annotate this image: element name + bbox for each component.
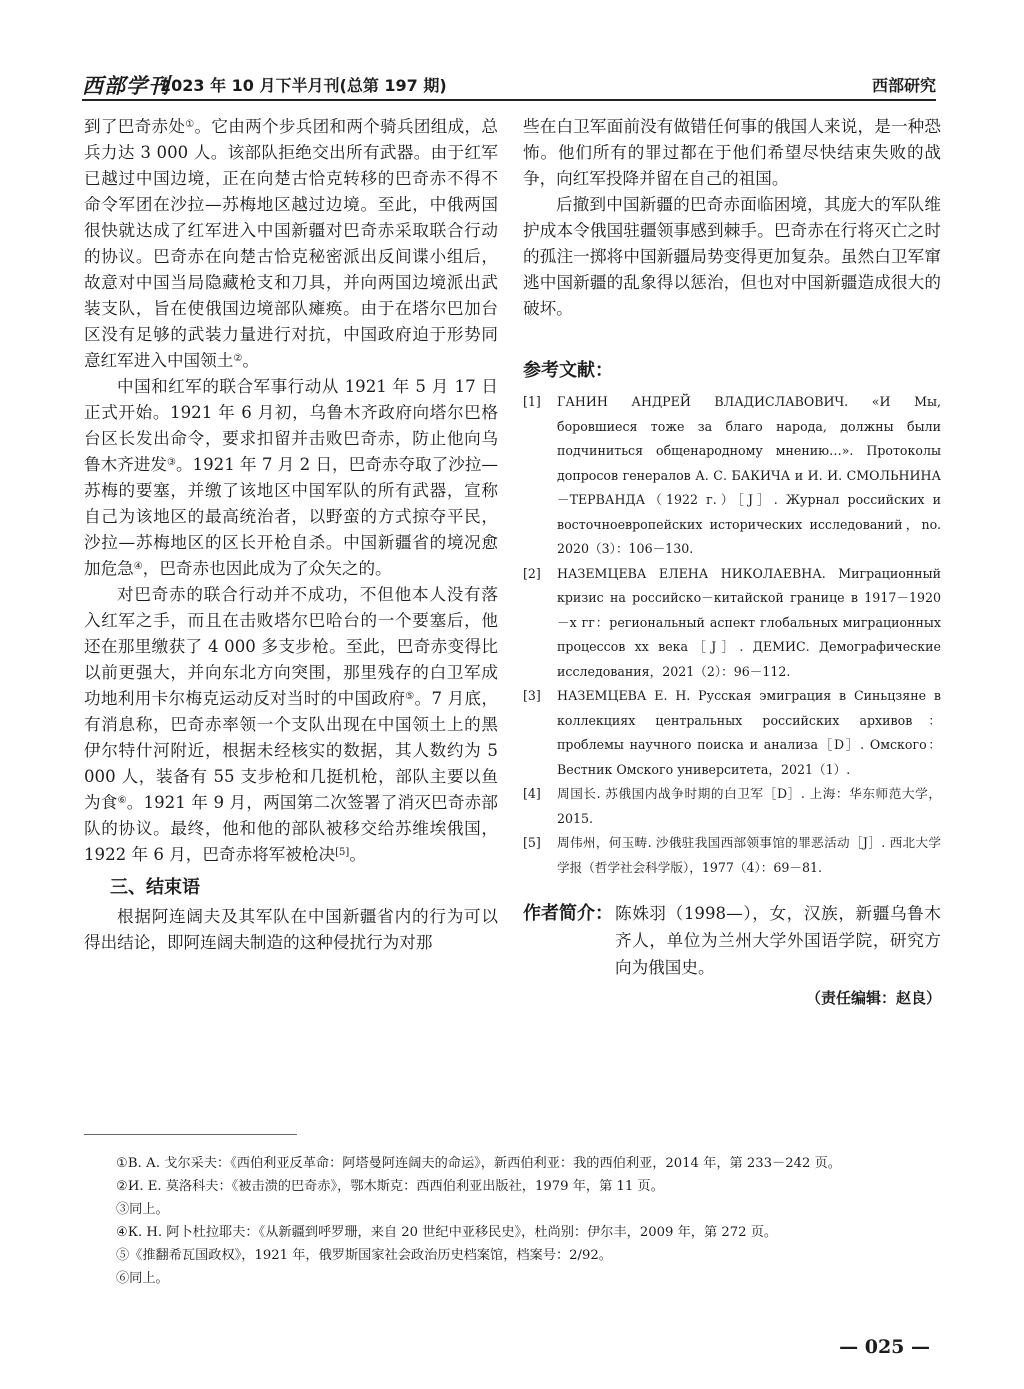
- author-bio-label: 作者简介：: [523, 903, 613, 924]
- left-column: [84, 114, 498, 956]
- body-paragraph: 中国和红军的联合军事行动从 1921 年 5 月 17 日正式开始。1921 年 6 月初，乌鲁木齐政府向塔尔巴格台区长发出命令，要求扣留并击败巴奇赤，防止他向乌鲁木齐进发③。1921 年 7 月 2 日，巴奇赤夺取了沙拉—苏梅的要塞，并缴了该地区中国军队的所有武器，宣称自己为该地区的最高统治者，以野蛮的方式掠夺平民，沙拉—苏梅地区的区长开枪自杀。中国新疆省的境况愈加危急④，巴奇赤也因此成为了众矢之的。: [84, 377, 499, 578]
- reference-text: 周国长. 苏俄国内战争时期的白卫军［D］. 上海：华东师范大学，2015.: [557, 786, 941, 826]
- citation-ref[interactable]: [5]: [335, 847, 350, 858]
- reference-text: ГАНИН АНДРЕЙ ВЛАДИСЛАВОВИЧ. «И Мы, боровшиеся тоже за благо народа, должны были подчиниться общенародному мнению…». Протоколы допросов генералов А. С. БАКИЧА и И. И. СМОЛЬНИНА－ТЕРВАНДА（1922 г.）［J］. Журнал российских и восточноевропейских исторических исследований，no. 2020（3）：106－130.: [557, 394, 941, 556]
- footnote-rule: [84, 1134, 297, 1135]
- reference-number: [2]: [523, 565, 541, 581]
- page-number: — 025 —: [839, 1336, 930, 1358]
- reference-text: НАЗЕМЦЕВА Е. Н. Русская эмиграция в Синьцзяне в коллекциях центральных российских архивов：проблемы научного поиска и анализа［D］. Омского：Вестник Омского университета，2021（1）.: [557, 688, 941, 777]
- footnote-ref[interactable]: ③: [166, 457, 176, 468]
- reference-number: [4]: [523, 786, 541, 801]
- body-paragraph: 根据阿连阔夫及其军队在中国新疆省内的行为可以得出结论，即阿连阔夫制造的这种侵扰行为对那: [84, 907, 498, 952]
- responsible-editor: （责任编辑：赵良）: [805, 989, 941, 1007]
- references-heading: 参考文献：: [523, 360, 613, 381]
- reference-number: [3]: [523, 688, 541, 703]
- author-bio-text: 陈姝羽（1998—），女，汉族，新疆乌鲁木齐人，单位为兰州大学外国语学院，研究方向为俄国史。: [615, 904, 941, 977]
- reference-text: НАЗЕМЦЕВА ЕЛЕНА НИКОЛАЕВНА. Миграционный кризис на российско－китайской границе в 1917－1920－х гг：региональный аспект глобальных миграционных процессов xx века［J］. ДЕМИС. Демографические исследования，2021（2）：96－112.: [557, 565, 941, 679]
- footnote-ref[interactable]: ②: [233, 353, 243, 364]
- footnote-item: ⑥同上。: [116, 1271, 169, 1286]
- running-header: [82, 68, 936, 102]
- footnote-ref[interactable]: ①: [185, 119, 195, 130]
- reference-item: [523, 562, 941, 685]
- journal-logo: 西部学刊: [82, 73, 170, 98]
- author-bio: [523, 900, 941, 981]
- reference-item: [523, 782, 941, 831]
- body-paragraph: 后撤到中国新疆的巴奇赤面临困境，其庞大的军队维护成本令俄国驻疆领事感到棘手。巴奇赤在行将灭亡之时的孤注一掷将中国新疆局势变得更加复杂。虽然白卫军窜逃中国新疆的乱象得以惩治，但也对中国新疆造成很大的破坏。: [523, 195, 941, 318]
- footnote-item: ⑤《推翻希瓦国政权》，1921 年，俄罗斯国家社会政治历史档案馆，档案号：2/92。: [116, 1248, 612, 1263]
- reference-item: [523, 390, 941, 562]
- reference-number: [1]: [523, 394, 541, 409]
- reference-item: [523, 684, 941, 782]
- footnote-item: ②И. Е. 莫洛科夫：《被击溃的巴奇赤》，鄂木斯克：西西伯利亚出版社，1979 年，第 11 页。: [116, 1179, 664, 1194]
- reference-number: [5]: [523, 835, 541, 850]
- reference-text: 周伟州，何玉畴. 沙俄驻我国西部领事馆的罪恶活动［J］. 西北大学学报（哲学社会科学版），1977（4）：69－81.: [557, 835, 941, 875]
- body-paragraph: 对巴奇赤的联合行动并不成功，不但他本人没有落入红军之手，而且在击败塔尔巴哈台的一个要塞后，他还在那里缴获了 4 000 多支步枪。至此，巴奇赤变得比以前更强大，并向东北方向突围，那里残存的白卫军成功地利用卡尔梅克运动反对当时的中国政府⑤。7 月底，有消息称，巴奇赤率领一个支队出现在中国领土上的黑伊尔特什河附近，根据未经核实的数据，其人数约为 5 000 人，装备有 55 支步枪和几挺机枪，部队主要以鱼为食⑥。1921 年 9 月，两国第二次签署了消灭巴奇赤部队的协议。最终，他和他的部队被移交给苏维埃俄国，1922 年 6 月，巴奇赤将军被枪决[5]。: [84, 585, 499, 864]
- header-rule: [82, 99, 936, 101]
- footnote-ref[interactable]: ⑤: [405, 691, 415, 702]
- section-heading: 三、结束语: [110, 877, 200, 898]
- section-name: 西部研究: [871, 76, 936, 95]
- issue-info: 2023 年 10 月下半月刊(总第 197 期): [160, 76, 447, 95]
- footnote-item: ④К. Н. 阿卜杜拉耶夫：《从新疆到呼罗珊，来自 20 世纪中亚移民史》，杜尚别：伊尔丰，2009 年，第 272 页。: [116, 1225, 778, 1240]
- body-paragraph: 到了巴奇赤处①。它由两个步兵团和两个骑兵团组成，总兵力达 3 000 人。该部队拒绝交出所有武器。由于红军已越过中国边境，正在向楚古恰克转移的巴奇赤不得不命令军团在沙拉—苏梅地区越过边境。至此，中俄两国很快就达成了红军进入中国新疆对巴奇赤采取联合行动的协议。巴奇赤在向楚古恰克秘密派出反间谍小组后，故意对中国当局隐藏枪支和刀具，并向两国边境派出武装支队，旨在使俄国边境部队瘫痪。由于在塔尔巴加台区没有足够的武装力量进行对抗，中国政府迫于形势同意红军进入中国领土②。: [84, 117, 499, 370]
- footnote-item: ①В. А. 戈尔采夫：《西伯利亚反革命：阿塔曼阿连阔夫的命运》，新西伯利亚：我的西伯利亚，2014 年，第 233－242 页。: [116, 1156, 841, 1171]
- footnote-item: ③同上。: [116, 1202, 169, 1217]
- footnote-ref[interactable]: ⑥: [117, 795, 127, 806]
- references-list: [523, 390, 941, 880]
- right-column: [523, 114, 941, 1008]
- body-paragraph: 些在白卫军面前没有做错任何事的俄国人来说，是一种恐怖。他们所有的罪过都在于他们希望尽快结束失败的战争，向红军投降并留在自己的祖国。: [523, 117, 941, 188]
- reference-item: [523, 831, 941, 880]
- footnote-ref[interactable]: ④: [133, 561, 143, 572]
- footnotes: [116, 1152, 916, 1290]
